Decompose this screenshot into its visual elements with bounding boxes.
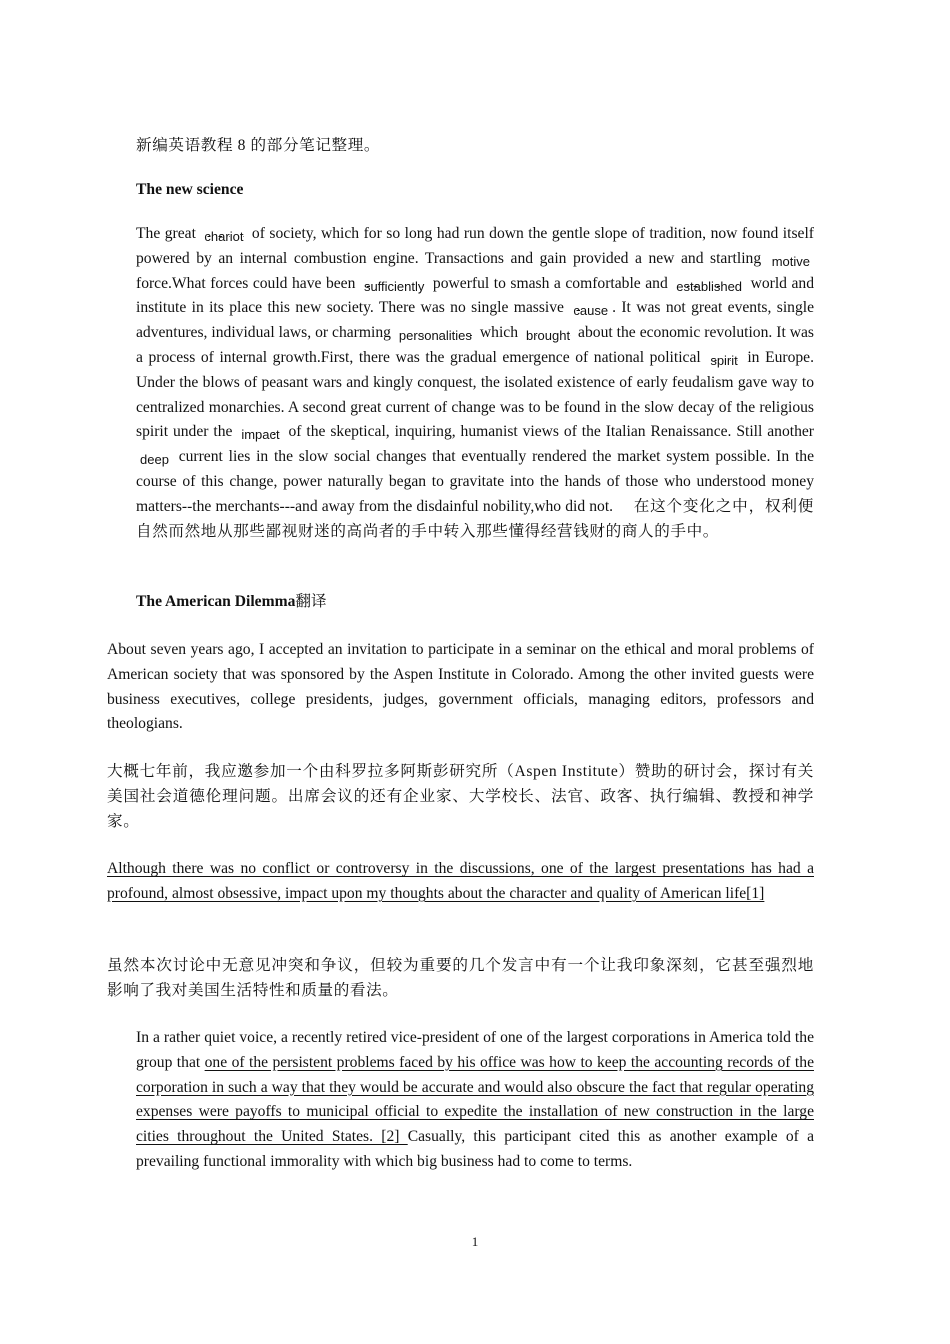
fill-blank-answer: brought bbox=[525, 328, 571, 344]
fill-blank-answer: motive bbox=[771, 253, 810, 269]
paragraph-3 bbox=[136, 1026, 814, 1175]
fill-blank-answer: impact bbox=[241, 427, 280, 443]
passage-text: which bbox=[475, 324, 522, 342]
passage-text: current lies in the slow social changes that eventually rendered the market system possible. In the course of this change, power naturally began to gravitate into the hands of those who understood money matters--the merchants---and away from the disdainful nobility,who did not. bbox=[136, 448, 814, 515]
fill-blank-answer: sufficiently bbox=[363, 278, 425, 294]
passage-text: powerful to smash a comfortable and bbox=[428, 274, 673, 292]
section-heading-american-dilemma bbox=[136, 592, 327, 612]
paragraph-3-text: In a rather quiet voice, a recently retired vice-president of one of the largest corporations in America told the group that bbox=[136, 1029, 814, 1071]
passage-text: of society, which for so long had run down the gentle slope of tradition, now found itself powered by an internal combustion engine. Transactions and gain provided a new and startling bbox=[136, 225, 814, 267]
paragraph-3-underlined: one of the persistent problems faced by his office was how to keep the accounting records of the corporation in such a way that they would be accurate and would also obscure the fact that regular operating expenses were payoffs to municipal official to expedite the installation of new construction in the large cities throughout the United States. [2] bbox=[136, 1053, 814, 1146]
section-heading-new-science: The new science bbox=[136, 181, 244, 198]
paragraph-2-translation: 虽然本次讨论中无意见冲突和争议，但较为重要的几个发言中有一个让我印象深刻，它甚至强烈地影响了我对美国生活特性和质量的看法。 bbox=[107, 957, 814, 999]
page-number: 1 bbox=[471, 1234, 479, 1249]
paragraph-1: About seven years ago, I accepted an invitation to participate in a seminar on the ethical and moral problems of American society that was sponsored by the Aspen Institute in Colorado. Among the other invited guests were business executives, college presidents, judges, government officials, managing editors, professors and theologians. bbox=[107, 641, 814, 733]
heading-chinese: 翻译 bbox=[295, 593, 327, 610]
fill-blank-answer: personalities bbox=[398, 328, 472, 344]
passage-text: of the skeptical, inquiring, humanist views of the Italian Renaissance. Still another bbox=[283, 423, 814, 441]
passage-text: The great bbox=[136, 225, 201, 242]
fill-blank-answer: spirit bbox=[710, 352, 738, 368]
paragraph-2-underlined: Although there was no conflict or controversy in the discussions, one of the largest presentations has had a profound, almost obsessive, impact upon my thoughts about the character and quality of American life[1] bbox=[107, 860, 814, 902]
new-science-passage bbox=[136, 222, 814, 544]
paragraph-1-translation: 大概七年前，我应邀参加一个由科罗拉多阿斯彭研究所（Aspen Institute）赞助的研讨会，探讨有关美国社会道德伦理问题。出席会议的还有企业家、大学校长、法官、政客、执行编辑、教授和神学家。 bbox=[107, 763, 814, 830]
passage-text: . It was not great events, single adventures, individual laws, or charming bbox=[136, 299, 814, 342]
fill-blank-answer: cause bbox=[573, 303, 609, 319]
fill-blank-answer: chariot bbox=[204, 229, 244, 244]
passage-text: about the economic revolution. It was a process of internal growth.First, there was the gradual emergence of national political bbox=[136, 324, 815, 366]
paragraph-3-text-end: Casually, this participant cited this as another example of a prevailing functional immorality with which big business had to come to terms. bbox=[136, 1128, 815, 1170]
heading-english: The American Dilemma bbox=[136, 593, 296, 610]
passage-text: force.What forces could have been bbox=[136, 274, 360, 292]
passage-text: world and institute in its place this new society. There was no single massive bbox=[136, 274, 814, 317]
passage-translation: 在这个变化之中，权利便自然而然地从那些鄙视财迷的高尚者的手中转入那些懂得经营钱财的商人的手中。 bbox=[136, 497, 814, 540]
fill-blank-answer: established bbox=[676, 278, 743, 294]
fill-blank-answer: deep bbox=[140, 452, 169, 468]
intro-note: 新编英语教程 8 的部分笔记整理。 bbox=[136, 137, 381, 154]
passage-text: in Europe. Under the blows of peasant wars and kingly conquest, the isolated existence of early feudalism gave way to centralized monarchies. A second great current of change was to be found in the slow decay of the religious spirit under the bbox=[136, 348, 814, 441]
